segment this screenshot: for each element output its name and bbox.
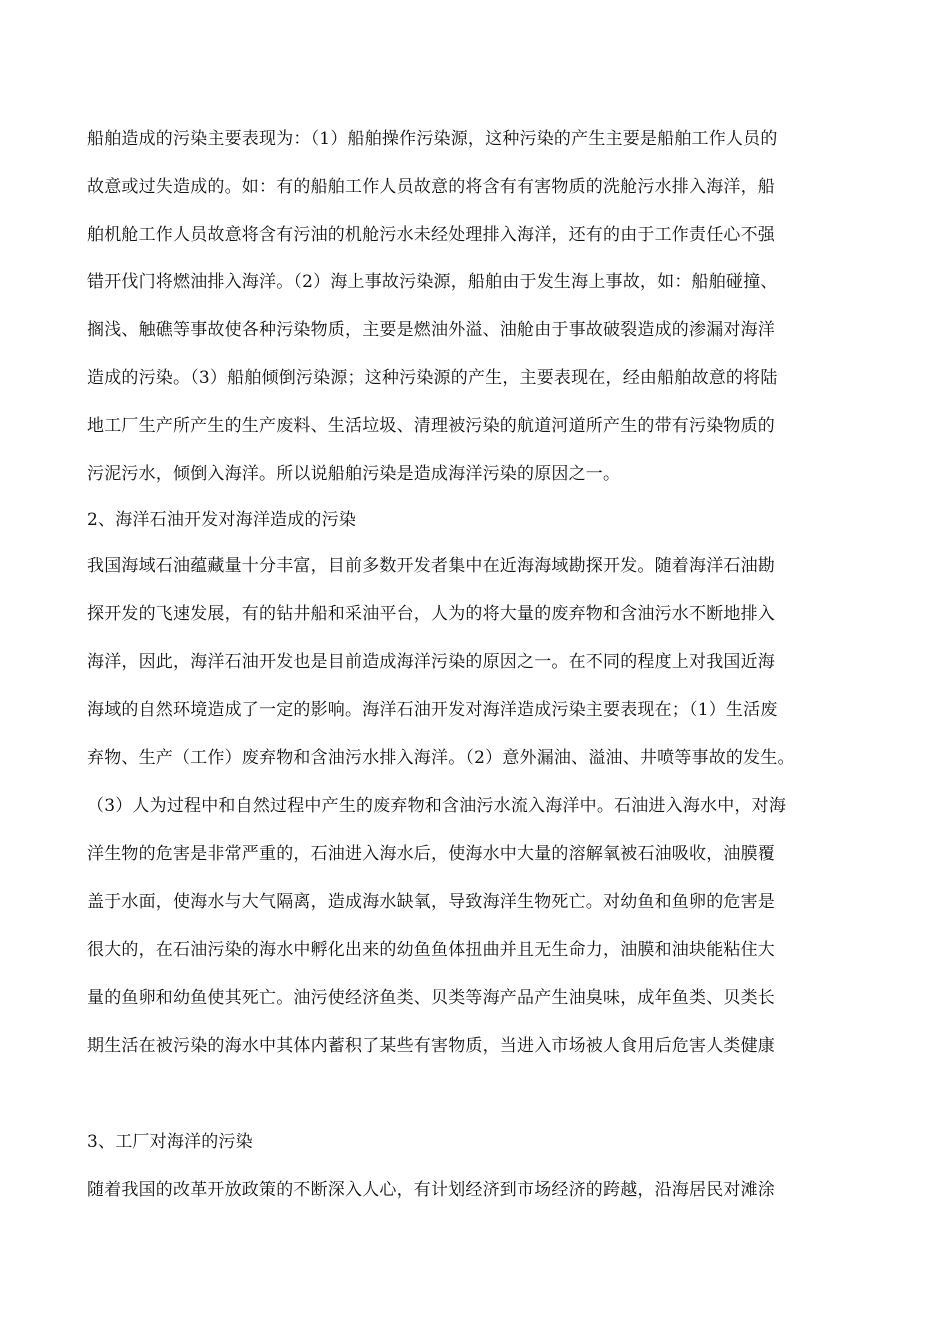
paragraph-2-line: 洋生物的危害是非常严重的，石油进入海水后，使海水中大量的溶解氧被石油吸收，油膜覆: [87, 844, 775, 864]
paragraph-1-line: 故意或过失造成的。如：有的船舶工作人员故意的将含有有害物质的洗舱污水排入海洋，船: [87, 177, 775, 197]
paragraph-2-line: 量的鱼卵和幼鱼使其死亡。油污使经济鱼类、贝类等海产品产生油臭味，成年鱼类、贝类长: [87, 988, 775, 1008]
paragraph-2-line: 海域的自然环境造成了一定的影响。海洋石油开发对海洋造成污染主要表现在；（1）生活废: [87, 700, 778, 720]
paragraph-1-line: 船舶造成的污染主要表现为：（1）船舶操作污染源，这种污染的产生主要是船舶工作人员的: [87, 129, 778, 149]
paragraph-2-line: 弃物、生产（工作）废弃物和含油污水排入海洋。（2）意外漏油、溢油、井喷等事故的发生。: [87, 748, 795, 768]
paragraph-2-line: 期生活在被污染的海水中其体内蓄积了某些有害物质，当进入市场被人食用后危害人类健康: [87, 1036, 775, 1056]
paragraph-1-line: 舶机舱工作人员故意将含有污油的机舱污水未经处理排入海洋，还有的由于工作责任心不强: [87, 225, 775, 245]
paragraph-1-line: 搁浅、触礁等事故使各种污染物质，主要是燃油外溢、油舱由于事故破裂造成的渗漏对海洋: [87, 320, 775, 340]
paragraph-2-line: 探开发的飞速发展，有的钻井船和采油平台，人为的将大量的废弃物和含油污水不断地排入: [87, 604, 775, 624]
section-heading-3: 3、工厂对海洋的污染: [87, 1132, 253, 1152]
paragraph-3-line: 随着我国的改革开放政策的不断深入人心，有计划经济到市场经济的跨越，沿海居民对滩涂: [87, 1180, 775, 1200]
paragraph-1-line: 造成的污染。（3）船舶倾倒污染源；这种污染源的产生，主要表现在，经由船舶故意的将陆: [87, 368, 778, 388]
paragraph-2-line: 海洋，因此，海洋石油开发也是目前造成海洋污染的原因之一。在不同的程度上对我国近海: [87, 652, 775, 672]
paragraph-1-line: 错开伐门将燃油排入海洋。（2）海上事故污染源，船舶由于发生海上事故，如：船舶碰撞、: [87, 272, 778, 292]
section-heading-2: 2、海洋石油开发对海洋造成的污染: [87, 510, 357, 530]
paragraph-2-line: 我国海域石油蕴藏量十分丰富，目前多数开发者集中在近海海域勘探开发。随着海洋石油勘: [87, 556, 775, 576]
paragraph-2-line: 很大的，在石油污染的海水中孵化出来的幼鱼鱼体扭曲并且无生命力，油膜和油块能粘住大: [87, 940, 775, 960]
paragraph-2-line: （3）人为过程中和自然过程中产生的废弃物和含油污水流入海洋中。石油进入海水中，对海: [87, 796, 787, 816]
paragraph-1-line: 污泥污水，倾倒入海洋。所以说船舶污染是造成海洋污染的原因之一。: [87, 464, 621, 484]
paragraph-1-line: 地工厂生产所产生的生产废料、生活垃圾、清理被污染的航道河道所产生的带有污染物质的: [87, 416, 775, 436]
paragraph-2-line: 盖于水面，使海水与大气隔离，造成海水缺氧，导致海洋生物死亡。对幼鱼和鱼卵的危害是: [87, 892, 775, 912]
